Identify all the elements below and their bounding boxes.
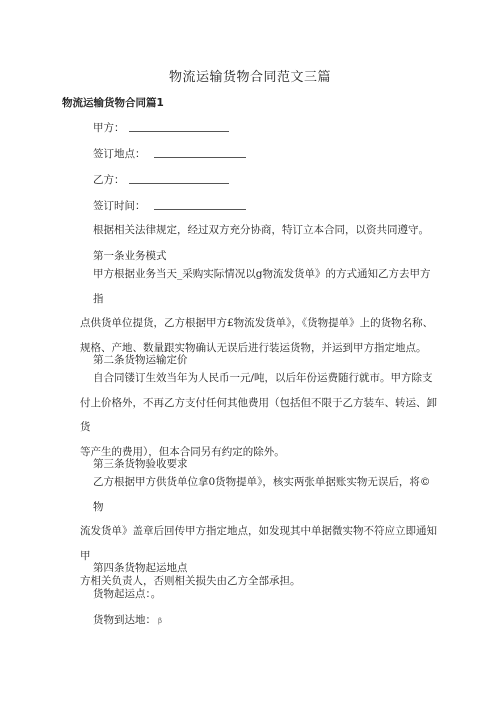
article-2-line: 等产生的费用），但本合同另有约定的除外。 xyxy=(80,446,285,459)
article-2-heading: 第二条货物运输定价 xyxy=(93,354,188,366)
intro-paragraph: 根据相关法律规定，经过双方充分协商，特订立本合同，以资共同遵守。 xyxy=(93,224,429,236)
document-title: 物流运输货物合同范文三篇 xyxy=(168,70,331,85)
signing-place-label: 签订地点： xyxy=(93,148,146,160)
destination-mark: β xyxy=(158,617,163,625)
signing-time-label: 签订时间： xyxy=(93,200,146,212)
party-a-field xyxy=(93,120,229,135)
party-a-blank xyxy=(129,121,229,132)
article-1-body xyxy=(80,262,440,361)
article-1-line: 点供货单位提货，乙方根据甲方£物流发货单》，《货物提单》上的货物名称、 xyxy=(80,317,434,330)
article-2-line: 付上价格外，不再乙方支付任何其他费用（包括但不限于乙方装车、转运、卸货 xyxy=(80,396,437,434)
article-3-line: 流发货单》盖章后回传甲方指定地点，如发现其中单据微实物不符应立即通知甲 xyxy=(80,525,437,563)
article-3-line: 乙方根据甲方供货单位拿0货物提单》，核实两张单据账实物无误后，将©物 xyxy=(93,476,431,513)
article-3-line: 方相关负责人，否则相关损失由乙方全部承担。 xyxy=(80,574,301,587)
destination-line xyxy=(93,612,162,627)
section-heading: 物流运输货物合同篇1 xyxy=(62,97,164,109)
destination-label: 货物到达地： xyxy=(93,614,156,626)
signing-time-blank xyxy=(154,199,246,210)
article-4-heading: 第四条货物起运地点 xyxy=(93,562,188,574)
signing-place-field xyxy=(93,146,246,161)
party-a-label: 甲方： xyxy=(93,122,125,134)
signing-time-field xyxy=(93,198,246,213)
party-b-field xyxy=(93,172,229,187)
article-2-line: 自合同镂订生效当年为人民币一元/吨，以后年份运费随行就市。甲方除支 xyxy=(93,372,433,384)
signing-place-blank xyxy=(154,147,246,158)
article-1-line: 规格、产地、数量跟实物确认无误后进行装运货物，并运到甲方指定地点。 xyxy=(80,342,427,355)
article-1-line: 甲方根据业务当天_采购实际情况以g物流发货单》的方式通知乙方去甲方指 xyxy=(93,268,431,305)
party-b-label: 乙方： xyxy=(93,174,125,186)
article-3-heading: 第三条货物验收要求 xyxy=(93,458,188,470)
origin-line: 货物起运点：。 xyxy=(93,588,162,600)
article-1-heading: 第一条业务模式 xyxy=(93,250,167,262)
party-b-blank xyxy=(129,173,229,184)
article-2-body xyxy=(80,366,440,465)
